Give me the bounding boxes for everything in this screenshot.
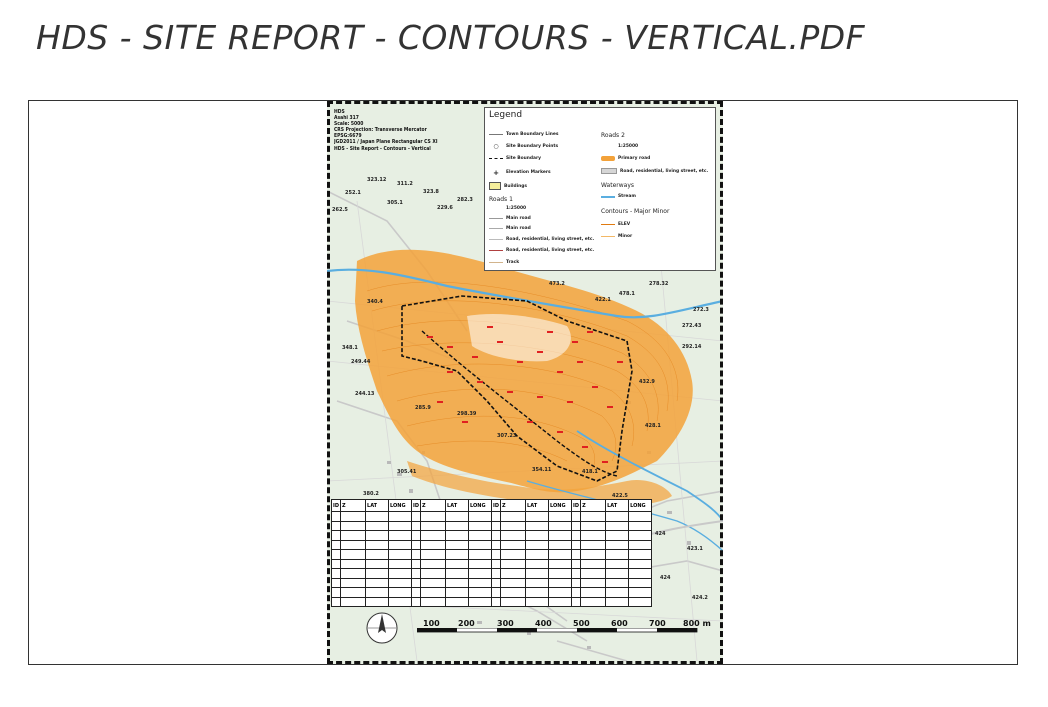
scale-label: 700	[649, 619, 666, 628]
elevation-label: 478.1	[619, 291, 635, 297]
table-cell	[469, 531, 492, 541]
table-cell	[606, 597, 629, 607]
table-cell	[549, 550, 572, 560]
info-line: HDS	[334, 109, 345, 115]
elevation-label: 340.4	[367, 299, 383, 305]
table-cell	[572, 531, 581, 541]
column-header: LAT	[446, 500, 469, 512]
elevation-label: 348.1	[342, 345, 358, 351]
legend-heading: Roads 2	[601, 132, 625, 139]
road-line-icon	[489, 250, 503, 251]
legend-item: Track	[489, 260, 519, 265]
table-cell	[581, 597, 606, 607]
elevation-label: 282.3	[457, 197, 473, 203]
plus-icon: +	[493, 168, 499, 177]
info-line: HDS - Site Report - Contours - Vertical	[334, 145, 431, 152]
table-cell	[366, 597, 389, 607]
table-cell	[332, 521, 341, 531]
elevation-label: 424	[655, 531, 666, 537]
scale-label: 100	[423, 619, 440, 628]
table-cell	[341, 597, 366, 607]
elevation-label: 323.8	[423, 189, 439, 195]
table-cell	[446, 559, 469, 569]
table-cell	[446, 540, 469, 550]
coordinates-table	[331, 499, 652, 607]
table-cell	[389, 569, 412, 579]
table-cell	[332, 569, 341, 579]
map-panel	[327, 101, 723, 664]
table-cell	[492, 521, 501, 531]
table-cell	[629, 512, 652, 522]
table-cell	[341, 588, 366, 598]
table-cell	[421, 597, 446, 607]
table-cell	[492, 569, 501, 579]
table-cell	[492, 550, 501, 560]
table-cell	[446, 578, 469, 588]
table-cell	[492, 559, 501, 569]
table-cell	[332, 597, 341, 607]
table-cell	[412, 512, 421, 522]
table-cell	[492, 540, 501, 550]
column-header: LONG	[469, 500, 492, 512]
table-cell	[412, 531, 421, 541]
table-cell	[412, 559, 421, 569]
table-cell	[421, 512, 446, 522]
table-cell	[581, 550, 606, 560]
table-cell	[606, 540, 629, 550]
legend-item: Buildings	[489, 182, 527, 190]
table-cell	[501, 578, 526, 588]
table-row	[332, 559, 652, 569]
table-cell	[389, 550, 412, 560]
table-cell	[366, 569, 389, 579]
table-cell	[526, 521, 549, 531]
elevation-label: 285.9	[415, 405, 431, 411]
table-cell	[421, 578, 446, 588]
table-cell	[341, 512, 366, 522]
table-cell	[606, 521, 629, 531]
map-info-block	[334, 109, 484, 152]
legend-item: Road, residential, living street, etc.	[489, 237, 594, 242]
table-cell	[606, 578, 629, 588]
table-cell	[572, 540, 581, 550]
elevation-label: 422.5	[612, 493, 628, 499]
table-cell	[501, 559, 526, 569]
table-cell	[421, 550, 446, 560]
column-header: ID	[572, 500, 581, 512]
table-cell	[501, 531, 526, 541]
legend-title: Legend	[489, 110, 523, 120]
table-cell	[526, 559, 549, 569]
table-cell	[341, 550, 366, 560]
map-legend	[484, 107, 716, 271]
table-cell	[341, 521, 366, 531]
legend-item: 1:25000	[618, 144, 639, 149]
table-cell	[526, 512, 549, 522]
column-header: Z	[501, 500, 526, 512]
table-cell	[501, 597, 526, 607]
table-cell	[629, 569, 652, 579]
table-cell	[446, 531, 469, 541]
table-cell	[469, 521, 492, 531]
table-cell	[332, 559, 341, 569]
elevation-label: 278.32	[649, 281, 669, 287]
contour-line-icon	[601, 224, 615, 225]
legend-item: ELEV	[601, 222, 630, 227]
table-cell	[492, 531, 501, 541]
table-cell	[421, 531, 446, 541]
table-cell	[629, 550, 652, 560]
table-cell	[572, 521, 581, 531]
table-cell	[469, 559, 492, 569]
table-cell	[549, 559, 572, 569]
table-cell	[332, 531, 341, 541]
legend-heading: Roads 1	[489, 196, 513, 203]
table-cell	[581, 569, 606, 579]
column-header: LAT	[526, 500, 549, 512]
table-cell	[412, 597, 421, 607]
line-thin-icon	[489, 134, 503, 135]
page-title: HDS - SITE REPORT - CONTOURS - VERTICAL.PDF	[36, 18, 866, 57]
info-line: CRS Projection: Transverse Mercator	[334, 127, 427, 134]
table-cell	[366, 521, 389, 531]
table-cell	[492, 597, 501, 607]
legend-item: 1:25000	[506, 206, 527, 211]
table-cell	[549, 512, 572, 522]
table-cell	[412, 550, 421, 560]
elevation-label: 380.2	[363, 491, 379, 497]
table-cell	[492, 578, 501, 588]
scale-label: 800 m	[683, 619, 711, 628]
table-cell	[549, 569, 572, 579]
table-cell	[412, 578, 421, 588]
table-cell	[549, 540, 572, 550]
table-cell	[606, 512, 629, 522]
table-cell	[549, 578, 572, 588]
table-row	[332, 588, 652, 598]
column-header: LONG	[629, 500, 652, 512]
scale-label: 300	[497, 619, 514, 628]
column-header: ID	[492, 500, 501, 512]
circle-icon: ○	[493, 142, 499, 150]
elevation-label: 473.2	[549, 281, 565, 287]
table-cell	[469, 597, 492, 607]
info-line: JGD2011 / Japan Plane Rectangular CS XI	[334, 139, 438, 146]
table-cell	[366, 588, 389, 598]
table-cell	[332, 578, 341, 588]
road-line-icon	[489, 218, 503, 219]
column-header: ID	[412, 500, 421, 512]
table-cell	[332, 588, 341, 598]
contour-area	[355, 250, 693, 505]
table-cell	[421, 559, 446, 569]
table-cell	[501, 521, 526, 531]
table-cell	[366, 578, 389, 588]
elevation-label: 229.6	[437, 205, 453, 211]
elevation-label: 292.14	[682, 344, 702, 350]
legend-item: + Elevation Markers	[489, 170, 551, 175]
primary-road-icon	[601, 156, 615, 161]
table-cell	[629, 597, 652, 607]
elevation-label: 249.44	[351, 359, 371, 365]
legend-item: Primary road	[601, 156, 650, 161]
table-row	[332, 578, 652, 588]
table-cell	[412, 521, 421, 531]
table-cell	[341, 578, 366, 588]
info-line: Scale: 5000	[334, 121, 364, 128]
building-box-icon	[489, 182, 501, 190]
table-cell	[572, 578, 581, 588]
elevation-label: 311.2	[397, 181, 413, 187]
table-cell	[421, 569, 446, 579]
legend-item: Minor	[601, 234, 632, 239]
legend-item: Main road	[489, 226, 531, 231]
table-cell	[469, 569, 492, 579]
table-cell	[629, 521, 652, 531]
table-cell	[389, 588, 412, 598]
table-cell	[389, 521, 412, 531]
table-cell	[366, 559, 389, 569]
table-cell	[446, 597, 469, 607]
table-row	[332, 531, 652, 541]
column-header: LAT	[606, 500, 629, 512]
table-row	[332, 597, 652, 607]
table-cell	[492, 588, 501, 598]
elevation-label: 423.1	[687, 546, 703, 552]
table-cell	[366, 550, 389, 560]
info-line: EPSG:6679	[334, 133, 362, 140]
table-cell	[526, 531, 549, 541]
table-cell	[581, 588, 606, 598]
table-cell	[606, 531, 629, 541]
table-cell	[526, 597, 549, 607]
table-cell	[469, 588, 492, 598]
table-cell	[629, 531, 652, 541]
table-row	[332, 521, 652, 531]
stream-icon	[601, 196, 615, 198]
table-cell	[366, 531, 389, 541]
table-cell	[366, 512, 389, 522]
elevation-label: 305.1	[387, 200, 403, 206]
table-cell	[341, 569, 366, 579]
scale-bar-graphic	[417, 628, 717, 634]
table-row	[332, 569, 652, 579]
table-cell	[581, 578, 606, 588]
table-cell	[469, 540, 492, 550]
legend-item: Town Boundary Lines	[489, 132, 558, 137]
info-line: Asahi 317	[334, 115, 359, 122]
table-cell	[389, 578, 412, 588]
legend-heading: Waterways	[601, 182, 634, 189]
scale-label: 500	[573, 619, 590, 628]
table-cell	[421, 588, 446, 598]
elevation-label: 422.1	[595, 297, 611, 303]
table-cell	[501, 550, 526, 560]
legend-item: ○ Site Boundary Points	[489, 144, 558, 149]
table-cell	[629, 588, 652, 598]
table-cell	[526, 578, 549, 588]
column-header: LONG	[389, 500, 412, 512]
table-cell	[572, 559, 581, 569]
column-header: Z	[421, 500, 446, 512]
table-cell	[446, 512, 469, 522]
table-cell	[526, 550, 549, 560]
table-row	[332, 512, 652, 522]
table-cell	[526, 569, 549, 579]
table-cell	[446, 521, 469, 531]
table-cell	[469, 550, 492, 560]
table-cell	[606, 569, 629, 579]
table-cell	[606, 550, 629, 560]
table-cell	[629, 540, 652, 550]
elevation-label: 424	[660, 575, 671, 581]
table-cell	[501, 540, 526, 550]
table-cell	[549, 597, 572, 607]
table-cell	[526, 588, 549, 598]
scale-label: 400	[535, 619, 552, 628]
table-cell	[581, 559, 606, 569]
table-cell	[446, 588, 469, 598]
track-line-icon	[489, 262, 503, 263]
table-cell	[332, 512, 341, 522]
table-cell	[332, 550, 341, 560]
column-header: LONG	[549, 500, 572, 512]
road-line-icon	[489, 228, 503, 229]
table-cell	[412, 540, 421, 550]
table-cell	[332, 540, 341, 550]
table-cell	[341, 559, 366, 569]
table-cell	[606, 559, 629, 569]
table-cell	[572, 569, 581, 579]
elevation-label: 418.1	[582, 469, 598, 475]
legend-heading: Contours - Major Minor	[601, 208, 670, 215]
elevation-label: 305.41	[397, 469, 417, 475]
table-cell	[572, 597, 581, 607]
table-cell	[572, 588, 581, 598]
table-cell	[572, 512, 581, 522]
table-cell	[469, 512, 492, 522]
elevation-label: 244.13	[355, 391, 375, 397]
table-cell	[389, 512, 412, 522]
legend-item: Site Boundary	[489, 156, 541, 161]
table-cell	[581, 521, 606, 531]
elevation-label: 272.3	[693, 307, 709, 313]
column-header: Z	[581, 500, 606, 512]
legend-item: Road, residential, living street, etc.	[601, 168, 708, 174]
table-cell	[606, 588, 629, 598]
table-cell	[421, 540, 446, 550]
table-cell	[629, 578, 652, 588]
elevation-label: 272.43	[682, 323, 702, 329]
table-cell	[389, 597, 412, 607]
scale-label: 200	[458, 619, 475, 628]
table-cell	[526, 540, 549, 550]
table-cell	[389, 540, 412, 550]
table-cell	[412, 588, 421, 598]
elevation-label: 252.1	[345, 190, 361, 196]
table-row	[332, 540, 652, 550]
table-cell	[412, 569, 421, 579]
dashed-line-icon	[489, 158, 503, 159]
column-header: ID	[332, 500, 341, 512]
column-header: LAT	[366, 500, 389, 512]
elevation-label: 432.9	[639, 379, 655, 385]
elevation-label: 424.2	[692, 595, 708, 601]
table-cell	[549, 531, 572, 541]
scale-label: 600	[611, 619, 628, 628]
table-cell	[469, 578, 492, 588]
table-cell	[341, 540, 366, 550]
table-body	[332, 512, 652, 607]
table-cell	[366, 540, 389, 550]
table-cell	[446, 550, 469, 560]
legend-item: Stream	[601, 194, 636, 199]
table-cell	[581, 512, 606, 522]
table-cell	[389, 531, 412, 541]
table-cell	[549, 588, 572, 598]
table-cell	[501, 512, 526, 522]
table-cell	[581, 531, 606, 541]
table-cell	[341, 531, 366, 541]
table-cell	[446, 569, 469, 579]
table-cell	[629, 559, 652, 569]
table-cell	[549, 521, 572, 531]
elevation-label: 307.23	[497, 433, 517, 439]
elevation-label: 354.11	[532, 467, 552, 473]
road-line-icon	[489, 239, 503, 240]
north-arrow-icon	[365, 611, 399, 645]
elevation-label: 298.39	[457, 411, 477, 417]
elevation-label: 323.12	[367, 177, 387, 183]
table-cell	[572, 550, 581, 560]
table-cell	[501, 569, 526, 579]
residential-road-icon	[601, 168, 617, 174]
table-row	[332, 550, 652, 560]
table-header-row	[332, 500, 652, 512]
legend-item: Road, residential, living street, etc.	[489, 248, 594, 253]
elevation-label: 262.5	[332, 207, 348, 213]
table-cell	[581, 540, 606, 550]
column-header: Z	[341, 500, 366, 512]
contour-line-icon	[601, 236, 615, 237]
legend-item: Main road	[489, 216, 531, 221]
table-cell	[492, 512, 501, 522]
table-cell	[389, 559, 412, 569]
table-cell	[421, 521, 446, 531]
elevation-label: 428.1	[645, 423, 661, 429]
table-cell	[501, 588, 526, 598]
